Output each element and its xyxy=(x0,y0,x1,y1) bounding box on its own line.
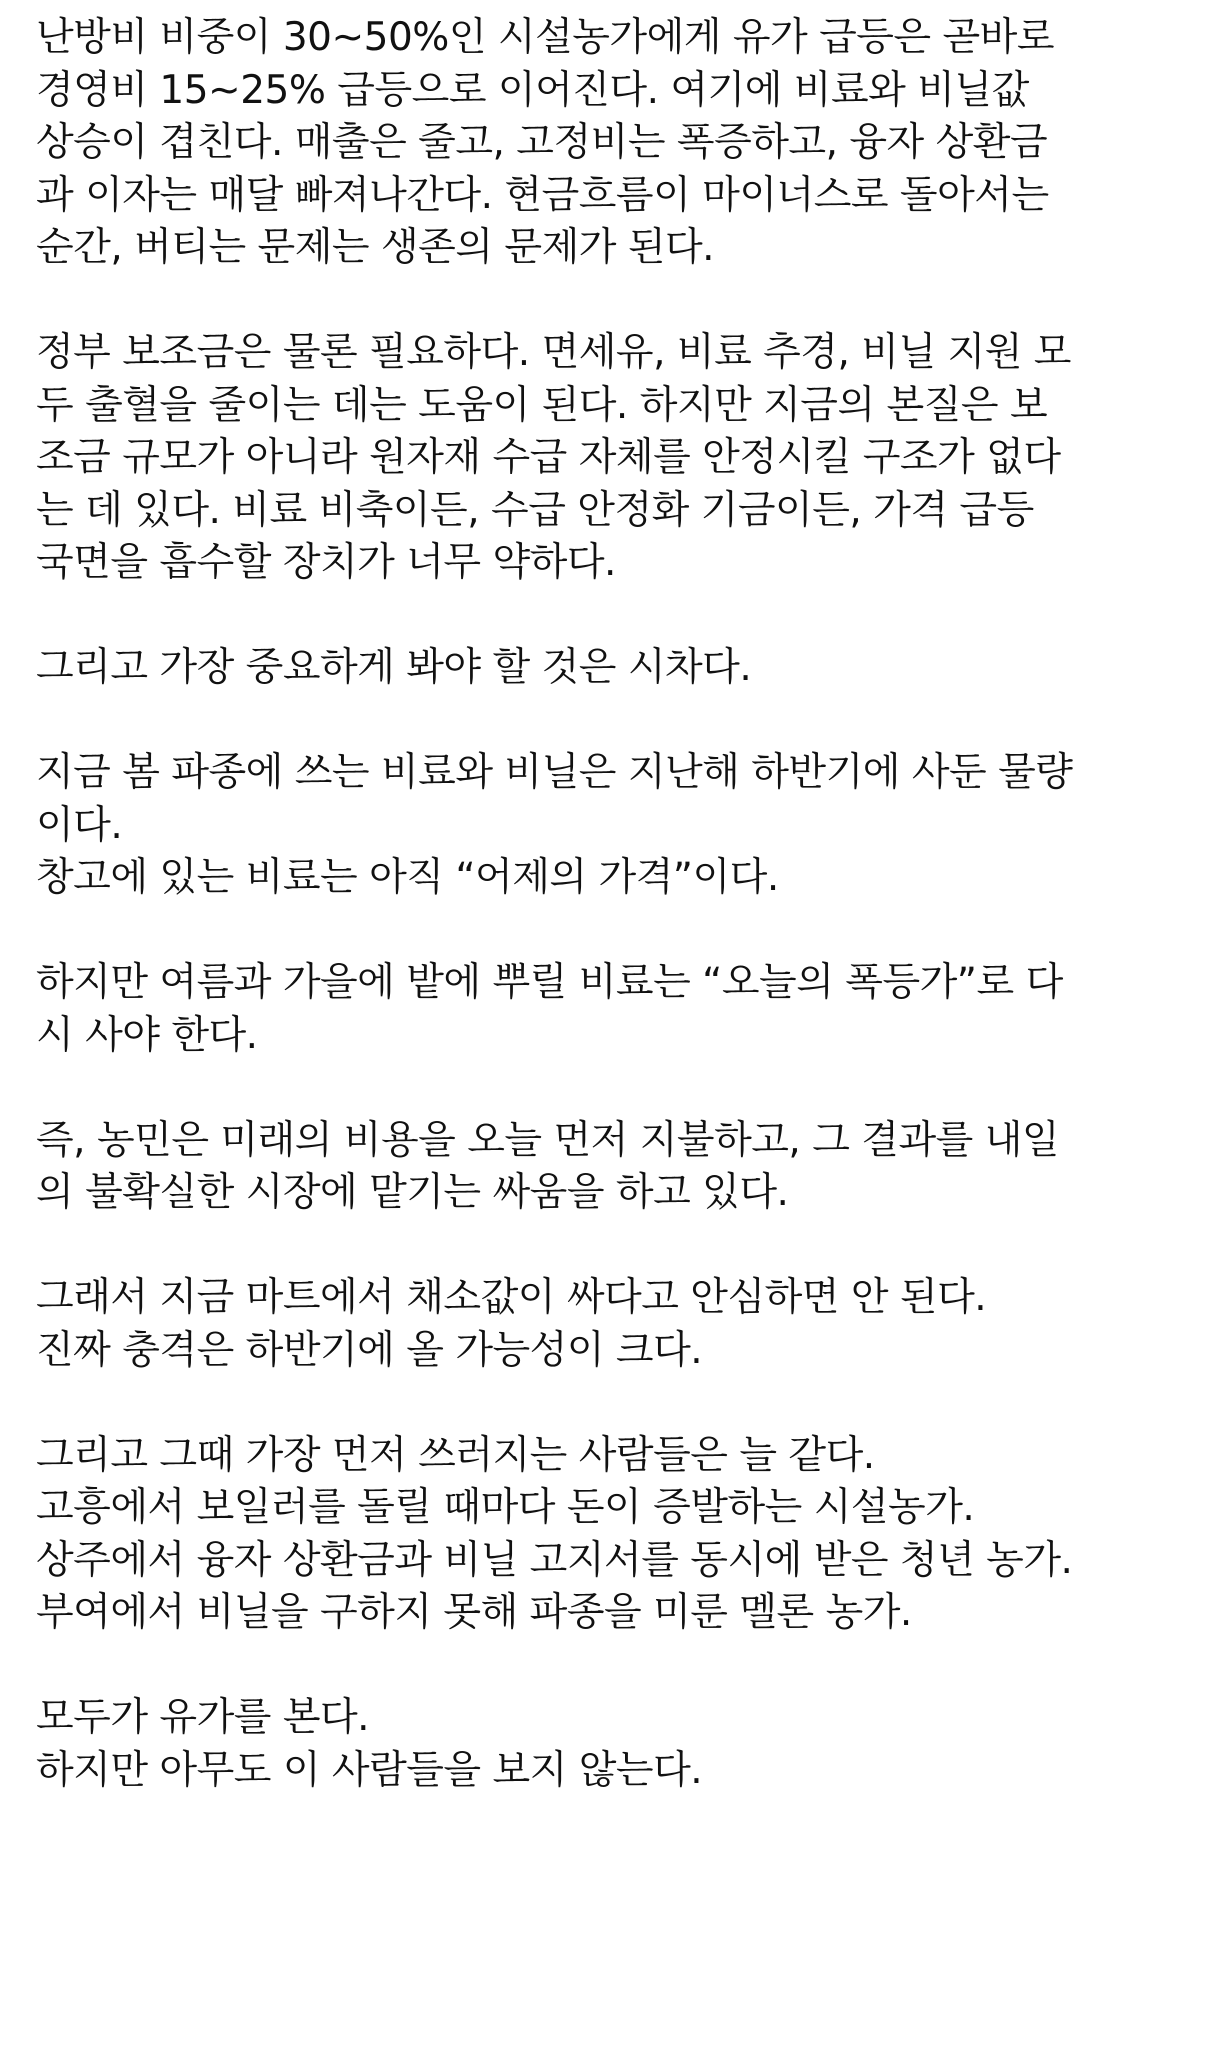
text-line: 과 이자는 매달 빠져나간다. 현금흐름이 마이너스로 돌아서는 xyxy=(36,172,1049,218)
text-line: 하지만 아무도 이 사람들을 보지 않는다. xyxy=(36,1747,703,1793)
text-line: 즉, 농민은 미래의 비용을 오늘 먼저 지불하고, 그 결과를 내일 xyxy=(36,1117,1060,1163)
paragraph-4 xyxy=(36,747,1196,905)
text-line: 진짜 충격은 하반기에 올 가능성이 크다. xyxy=(36,1327,703,1373)
text-line: 이다. xyxy=(36,802,123,848)
paragraph-7 xyxy=(36,1272,1196,1377)
paragraph-1 xyxy=(36,12,1196,275)
text-line: 그래서 지금 마트에서 채소값이 싸다고 안심하면 안 된다. xyxy=(36,1275,987,1320)
text-line: 상주에서 융자 상환금과 비닐 고지서를 동시에 받은 청년 농가. xyxy=(36,1537,1073,1583)
text-line: 부여에서 비닐을 구하지 못해 파종을 미룬 멜론 농가. xyxy=(36,1590,912,1635)
text-line: 순간, 버티는 문제는 생존의 문제가 된다. xyxy=(36,225,715,270)
paragraph-5 xyxy=(36,957,1196,1062)
paragraph-8 xyxy=(36,1430,1196,1640)
paragraph-6 xyxy=(36,1115,1196,1220)
text-line: 모두가 유가를 본다. xyxy=(36,1695,370,1740)
text-line: 경영비 15~25% 급등으로 이어진다. 여기에 비료와 비닐값 xyxy=(36,67,1029,113)
text-line: 두 출혈을 줄이는 데는 도움이 된다. 하지만 지금의 본질은 보 xyxy=(36,382,1048,428)
text-line: 시 사야 한다. xyxy=(36,1012,258,1058)
text-line: 조금 규모가 아니라 원자재 수급 자체를 안정시킬 구조가 없다 xyxy=(36,435,1061,480)
text-line: 난방비 비중이 30~50%인 시설농가에게 유가 급등은 곧바로 xyxy=(36,15,1055,60)
paragraph-3 xyxy=(36,642,1196,695)
text-line: 의 불확실한 시장에 맡기는 싸움을 하고 있다. xyxy=(36,1170,789,1215)
text-line: 는 데 있다. 비료 비축이든, 수급 안정화 기금이든, 가격 급등 xyxy=(36,487,1034,533)
text-line: 창고에 있는 비료는 아직 “어제의 가격”이다. xyxy=(36,855,779,900)
text-line: 국면을 흡수할 장치가 너무 약하다. xyxy=(36,540,616,585)
text-line: 그리고 가장 중요하게 봐야 할 것은 시차다. xyxy=(36,645,752,690)
text-line: 지금 봄 파종에 쓰는 비료와 비닐은 지난해 하반기에 사둔 물량 xyxy=(36,750,1073,795)
text-line: 상승이 겹친다. 매출은 줄고, 고정비는 폭증하고, 융자 상환금 xyxy=(36,120,1048,165)
paragraph-9 xyxy=(36,1692,1196,1797)
text-line: 정부 보조금은 물론 필요하다. 면세유, 비료 추경, 비닐 지원 모 xyxy=(36,330,1071,375)
text-line: 고흥에서 보일러를 돌릴 때마다 돈이 증발하는 시설농가. xyxy=(36,1485,975,1530)
paragraph-2 xyxy=(36,327,1196,590)
text-line: 그리고 그때 가장 먼저 쓰러지는 사람들은 늘 같다. xyxy=(36,1432,875,1478)
text-line: 하지만 여름과 가을에 밭에 뿌릴 비료는 “오늘의 폭등가”로 다 xyxy=(36,960,1063,1005)
